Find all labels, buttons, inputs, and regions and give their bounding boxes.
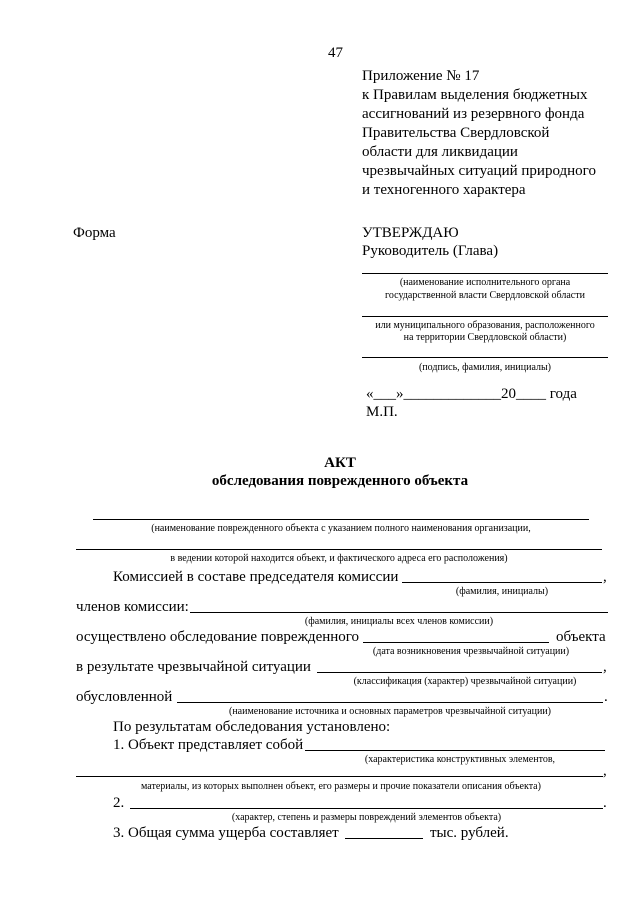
classification-caption: (классификация (характер) чрезвычайной ситуации) (353, 676, 577, 687)
appendix-block (362, 67, 596, 200)
materials-caption: материалы, из которых выполнен объект, его размеры и прочие показатели описания объекта) (141, 781, 541, 792)
municipality-line[interactable] (362, 316, 608, 317)
structure-line[interactable] (305, 750, 605, 751)
commission-end: , (603, 569, 607, 585)
municipality-caption-2: на территории Свердловской области) (403, 332, 567, 343)
chair-line[interactable] (402, 582, 602, 583)
org-caption-1: (наименование исполнительного органа (399, 277, 571, 288)
act-subtitle: обследования поврежденного объекта (211, 473, 469, 489)
appendix-line: к Правилам выделения бюджетных (362, 87, 588, 103)
item3-unit: тыс. рублей. (430, 825, 509, 841)
inspection-text: осуществлено обследование поврежденного (76, 629, 360, 645)
org-name-line[interactable] (362, 273, 608, 274)
structure-caption: (характеристика конструктивных элементов, (364, 754, 556, 765)
appendix-line: Приложение № 17 (362, 68, 480, 84)
object-name-line[interactable] (93, 519, 589, 520)
source-line[interactable] (177, 702, 603, 703)
commission-text: Комиссией в составе председателя комиссии (113, 569, 399, 585)
inspection-end: объекта (556, 629, 606, 645)
object-caption-1: (наименование поврежденного объекта с указанием полного наименования организации, (151, 523, 531, 534)
act-title: АКТ (324, 455, 356, 471)
approve-head: Руководитель (Глава) (362, 243, 499, 259)
item1-text: 1. Объект представляет собой (113, 737, 304, 753)
item2-end: . (603, 795, 607, 811)
emergency-end: , (603, 659, 607, 675)
caused-text: обусловленной (76, 689, 173, 705)
chair-caption: (фамилия, инициалы) (455, 586, 549, 597)
approval-date: «___»_____________20____ года (366, 386, 577, 402)
results-text: По результатам обследования установлено: (113, 719, 391, 735)
form-label: Форма (73, 225, 116, 241)
approve-title: УТВЕРЖДАЮ (362, 225, 459, 241)
members-line[interactable] (190, 612, 608, 613)
object-address-line[interactable] (76, 549, 602, 550)
members-caption: (фамилия, инициалы всех членов комиссии) (304, 616, 494, 627)
item3-text: 3. Общая сумма ущерба составляет (113, 825, 339, 841)
stamp-label: М.П. (366, 404, 398, 420)
damage-caption: (характер, степень и размеры повреждений элементов объекта) (231, 812, 502, 823)
municipality-caption-1: или муниципального образования, расположенного (375, 320, 595, 331)
date-caption: (дата возникновения чрезвычайной ситуации) (372, 646, 570, 657)
signature-caption: (подпись, фамилия, инициалы) (418, 362, 552, 373)
damage-sum-line[interactable] (345, 838, 423, 839)
appendix-line: чрезвычайных ситуаций природного (362, 163, 596, 179)
damage-line[interactable] (130, 808, 603, 809)
source-caption: (наименование источника и основных параметров чрезвычайной ситуации) (228, 706, 552, 717)
signature-line[interactable] (362, 357, 608, 358)
org-caption-2: государственной власти Свердловской области (385, 290, 585, 301)
materials-line[interactable] (76, 776, 603, 777)
caused-end: . (604, 689, 608, 705)
appendix-line: Правительства Свердловской (362, 125, 550, 141)
item1-end: , (603, 763, 607, 779)
item2-text: 2. (113, 795, 125, 811)
date-line[interactable] (363, 642, 549, 643)
appendix-line: и техногенного характера (362, 182, 526, 198)
emergency-text: в результате чрезвычайной ситуации (76, 659, 311, 675)
appendix-line: области для ликвидации (362, 144, 518, 160)
members-text: членов комиссии: (76, 599, 189, 615)
classification-line[interactable] (317, 672, 602, 673)
page-number: 47 (328, 45, 343, 61)
object-caption-2: в ведении которой находится объект, и фактического адреса его расположения) (170, 553, 508, 564)
appendix-line: ассигнований из резервного фонда (362, 106, 585, 122)
